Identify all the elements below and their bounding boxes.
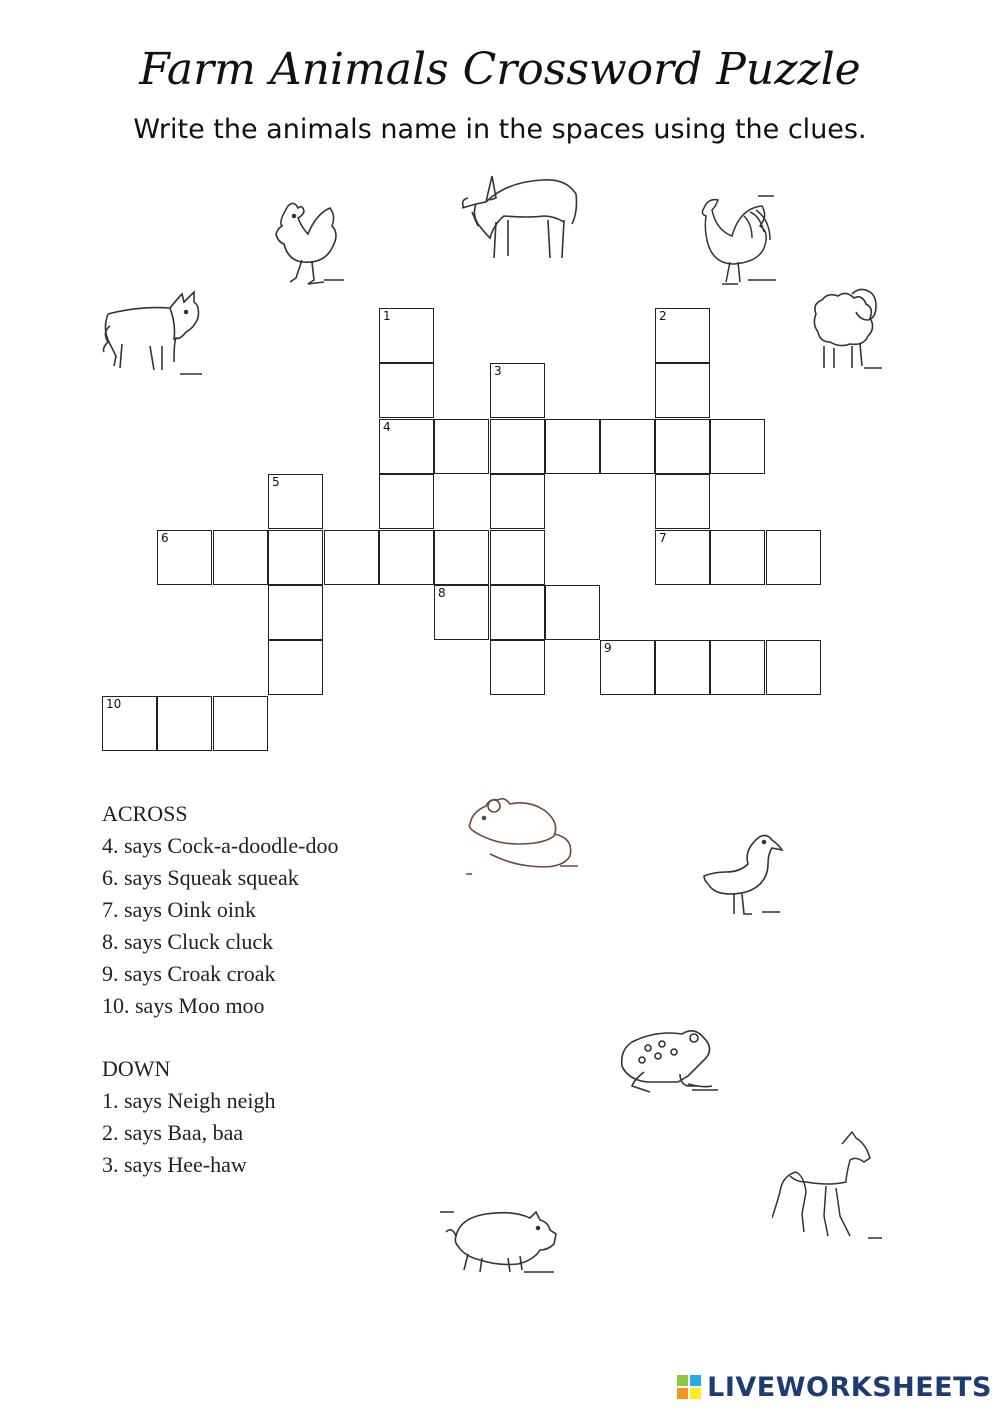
clue-down-1: 1. says Neigh neigh	[102, 1088, 276, 1113]
grid-cell[interactable]	[545, 419, 600, 474]
clue-down-2: 2. says Baa, baa	[102, 1120, 244, 1145]
clue-number: 1	[383, 309, 391, 323]
grid-cell-10[interactable]	[102, 696, 157, 751]
donkey-icon	[456, 172, 584, 264]
grid-cell[interactable]	[490, 530, 545, 585]
grid-cell[interactable]	[268, 585, 323, 640]
clue-down-3: 3. says Hee-haw	[102, 1152, 247, 1177]
grid-cell[interactable]	[213, 530, 268, 585]
grid-cell-4[interactable]	[379, 419, 434, 474]
grid-cell[interactable]	[710, 530, 765, 585]
clue-across-8: 8. says Cluck cluck	[102, 929, 274, 954]
hen-icon	[272, 198, 352, 290]
page-title: Farm Animals Crossword Puzzle	[139, 44, 861, 95]
grid-cell[interactable]	[600, 419, 655, 474]
clue-number: 2	[659, 309, 667, 323]
grid-cell[interactable]	[655, 363, 710, 418]
grid-cell-9[interactable]	[600, 640, 655, 695]
down-clues	[102, 1053, 276, 1181]
frog-icon	[614, 1026, 724, 1102]
grid-cell[interactable]	[434, 419, 489, 474]
clue-across-4: 4. says Cock-a-doodle-doo	[102, 833, 339, 858]
grid-cell[interactable]	[379, 530, 434, 585]
clue-number: 5	[272, 475, 280, 489]
grid-cell[interactable]	[490, 640, 545, 695]
grid-cell[interactable]	[379, 474, 434, 529]
clue-number: 9	[604, 641, 612, 655]
grid-cell[interactable]	[490, 474, 545, 529]
grid-cell[interactable]	[710, 640, 765, 695]
clue-number: 8	[438, 586, 446, 600]
grid-cell[interactable]	[655, 640, 710, 695]
across-heading: ACROSS	[102, 801, 188, 826]
grid-cell[interactable]	[490, 419, 545, 474]
grid-cell[interactable]	[157, 696, 212, 751]
grid-cell[interactable]	[434, 530, 489, 585]
grid-cell-3[interactable]	[490, 363, 545, 418]
grid-cell[interactable]	[490, 585, 545, 640]
instructions: Write the animals name in the spaces using the clues.	[133, 114, 867, 145]
clue-number: 4	[383, 420, 391, 434]
clue-across-7: 7. says Oink oink	[102, 897, 256, 922]
grid-cell-6[interactable]	[157, 530, 212, 585]
duck-icon	[702, 830, 784, 920]
grid-cell[interactable]	[268, 640, 323, 695]
grid-cell[interactable]	[545, 585, 600, 640]
grid-cell[interactable]	[766, 530, 821, 585]
clue-number: 6	[161, 531, 169, 545]
grid-cell[interactable]	[268, 530, 323, 585]
clue-across-10: 10. says Moo moo	[102, 993, 265, 1018]
liveworksheets-logo	[677, 1372, 992, 1403]
clue-number: 10	[106, 697, 122, 711]
clue-across-6: 6. says Squeak squeak	[102, 865, 299, 890]
grid-cell[interactable]	[324, 530, 379, 585]
brand-name: LIVEWORKSHEETS	[707, 1372, 992, 1403]
grid-cell-2[interactable]	[655, 308, 710, 363]
grid-cell-1[interactable]	[379, 308, 434, 363]
across-clues	[102, 798, 338, 1022]
grid-cell[interactable]	[655, 419, 710, 474]
grid-cell[interactable]	[379, 363, 434, 418]
grid-cell[interactable]	[213, 696, 268, 751]
pig-icon	[438, 1206, 558, 1278]
horse-icon	[772, 1126, 884, 1244]
sheep-icon	[804, 286, 884, 374]
grid-cell-7[interactable]	[655, 530, 710, 585]
clue-number: 7	[659, 531, 667, 545]
grid-cell-5[interactable]	[268, 474, 323, 529]
clue-number: 3	[494, 364, 502, 378]
clue-across-9: 9. says Croak croak	[102, 961, 276, 986]
grid-cell-8[interactable]	[434, 585, 489, 640]
grid-cell[interactable]	[655, 474, 710, 529]
brand-mark-icon	[677, 1375, 703, 1401]
grid-cell[interactable]	[766, 640, 821, 695]
down-heading: DOWN	[102, 1056, 171, 1081]
mouse-icon	[464, 794, 584, 878]
rooster-icon	[694, 192, 780, 288]
grid-cell[interactable]	[710, 419, 765, 474]
cow-icon	[100, 286, 206, 378]
